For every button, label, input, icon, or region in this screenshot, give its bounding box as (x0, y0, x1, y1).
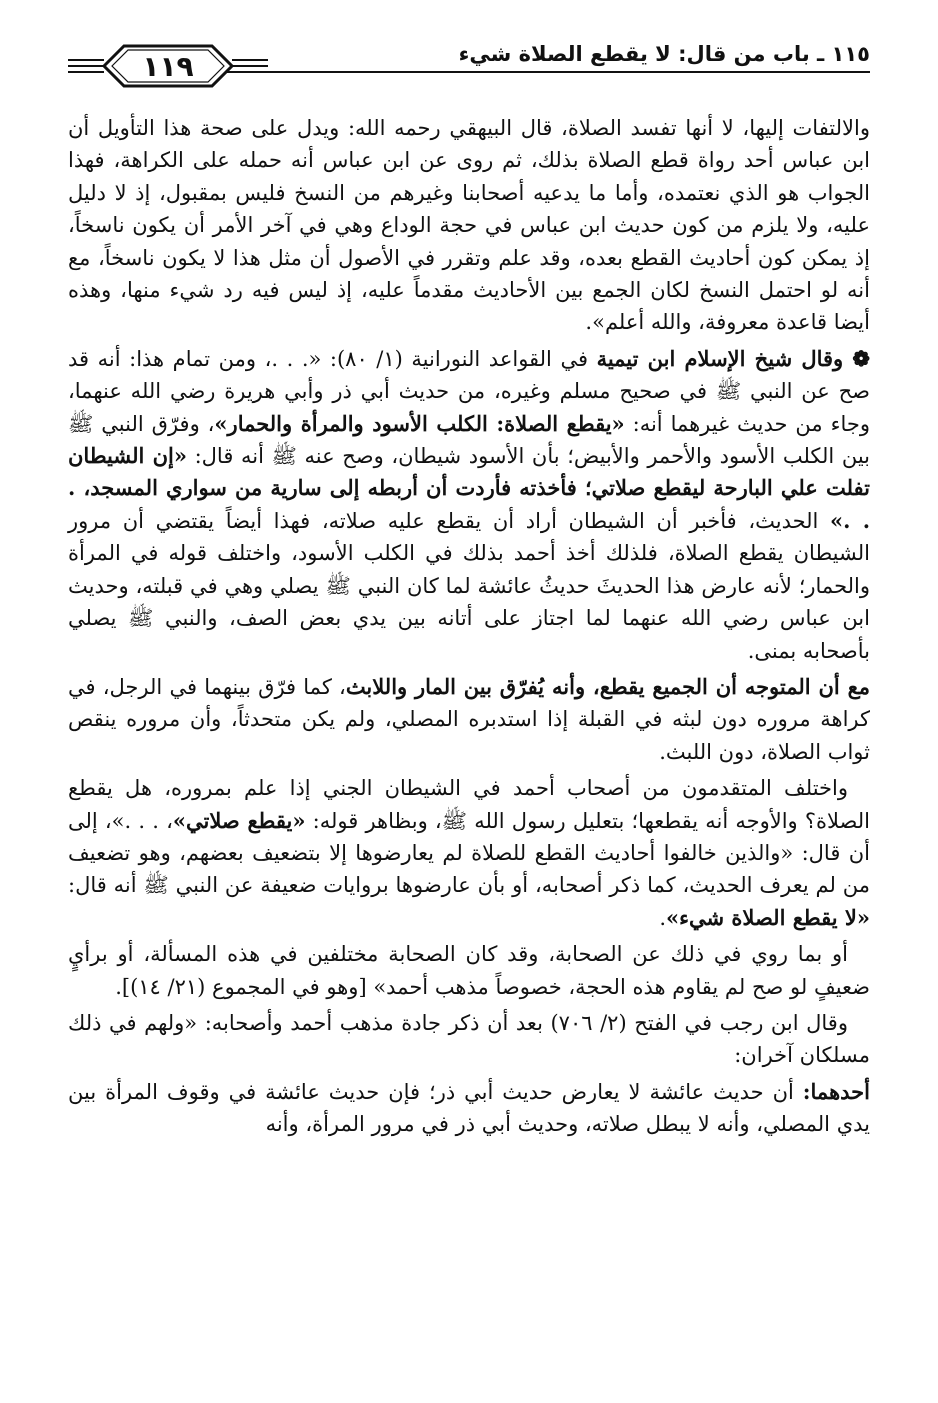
paragraph (68, 938, 870, 1003)
paragraph (68, 343, 870, 667)
bold-text-segment: «يقطع صلاتي» (172, 807, 306, 833)
text-segment: . (659, 905, 667, 930)
chapter-title: ١١٥ ـ باب من قال: لا يقطع الصلاة شيء (458, 42, 870, 66)
bold-text-segment: مع أن المتوجه أن الجميع يقطع، وأنه يُفرّق بين المار واللابث (345, 673, 870, 699)
text-segment: واختلف المتقدمون من أصحاب أحمد في الشيطان الجني إذا علم بمروره، هل يقطع الصلاة؟ والأوجه أنه يقطعها؛ بتعليل رسول الله ﷺ، وبظاهر قوله: (68, 776, 870, 833)
text-segment: والالتفات إليها، لا أنها تفسد الصلاة، قال البيهقي رحمه الله: ويدل على صحة هذا التأويل أن ابن عباس أحد رواة قطع الصلاة بذلك، ثم روى عن ابن عباس أنه حمله على الكراهة، فهذا الجواب هو الذي نعتمده، وأما ما يدعيه أصحابنا وغيرهم من النسخ فليس بمقبول، إذ لا دليل عليه، ولا يلزم من كون حديث ابن عباس في حجة الوداع وهي في آخر الأمر أن يكون ناسخاً، إذ يمكن كون أحاديث القطع بعده، وقد علم وتقرر في الأصول أن مثل هذا لا يكون ناسخاً، مع أنه لو احتمل النسخ لكان الجمع بين الأحاديث مقدماً عليه، إذ ليس فيه رد شيء منها، وهذه أيضا قاعدة معروفة، والله أعلم». (68, 116, 870, 335)
paragraph (68, 671, 870, 768)
bold-text-segment: «لا يقطع الصلاة شيء» (666, 904, 870, 930)
paragraph (68, 772, 870, 934)
text-segment: ، . . .»، إلى أن قال: «والذين خالفوا أحاديث القطع للصلاة لم يعارضوها إلا بتضعيف بعضهم، وهو تضعيف من لم يعرف الحديث، كما ذكر أصحابه، أو بأن عارضوها بروايات ضعيفة عن النبي ﷺ أنه قال: (68, 808, 870, 898)
paragraph (68, 1007, 870, 1072)
page-number: ١١٩ (142, 50, 194, 83)
bold-text-segment: أحدهما: (802, 1078, 870, 1104)
paragraph (68, 1076, 870, 1141)
paragraph (68, 112, 870, 339)
header-rule (186, 71, 870, 73)
text-segment: أن حديث عائشة لا يعارض حديث أبي ذر؛ فإن حديث عائشة في وقوف المرأة بين يدي المصلي، وأنه لا يبطل صلاته، وحديث أبي ذر في مرور المرأة، وأنه (68, 1079, 870, 1137)
page-header (68, 38, 870, 98)
bold-text-segment: ❁ وقال شيخ الإسلام ابن تيمية (596, 345, 870, 371)
bold-text-segment: «يقطع الصلاة: الكلب الأسود والمرأة والحمار» (214, 410, 625, 436)
body-text (68, 112, 870, 1145)
bold-text-segment: «إن الشيطان تفلت علي البارحة ليقطع صلاتي؛ فأخذته فأردت أن أربطه إلى سارية من سواري المسجد، . . .» (68, 443, 870, 533)
text-segment: ، وفرّق النبي ﷺ بين الكلب الأسود والأحمر والأبيض؛ بأن الأسود شيطان، وصح عنه ﷺ أنه قال: (68, 411, 870, 469)
text-segment: وقال ابن رجب في الفتح (٢/ ٧٠٦) بعد أن ذكر جادة مذهب أحمد وأصحابه: «ولهم في ذلك مسلكان آخران: (68, 1010, 870, 1068)
text-segment: في القواعد النورانية (١/ ٨٠): «. . .، ومن تمام هذا: أنه قد صح عن النبي ﷺ في صحيح مسلم وغيره، من حديث أبي ذر وأبي هريرة رضي الله عنهما، وجاء من حديث غيرهما أنه: (68, 346, 870, 436)
page-number-badge (68, 40, 268, 96)
text-segment: أو بما روي في ذلك عن الصحابة، وقد كان الصحابة مختلفين في هذه المسألة، أو برأيٍ ضعيفٍ لو صح لم يقاوم هذه الحجة، خصوصاً مذهب أحمد» [وهو في المجموع (٢١/ ١٤)]. (68, 942, 870, 999)
text-segment: الحديث، فأخبر أن الشيطان أراد أن يقطع عليه صلاته، فهذا أيضاً يقتضي أن مرور الشيطان يقطع الصلاة، فلذلك أخذ أحمد بذلك في الكلب الأسود، واختلف قوله في المرأة والحمار؛ لأنه عارض هذا الحديثَ حديثُ عائشة لما كان النبي ﷺ يصلي وهي في قبلته، وحديث ابن عباس رضي الله عنهما لما اجتاز على أتانه بين يدي بعض الصف، والنبي ﷺ يصلي بأصحابه بمنى. (68, 508, 870, 663)
text-segment: ، كما فرّق بينهما في الرجل، في كراهة مروره دون لبثه في القبلة إذا استدبره المصلي، ولم يكن متحدثاً، وأن مروره ينقص ثواب الصلاة، دون اللبث. (68, 674, 870, 764)
